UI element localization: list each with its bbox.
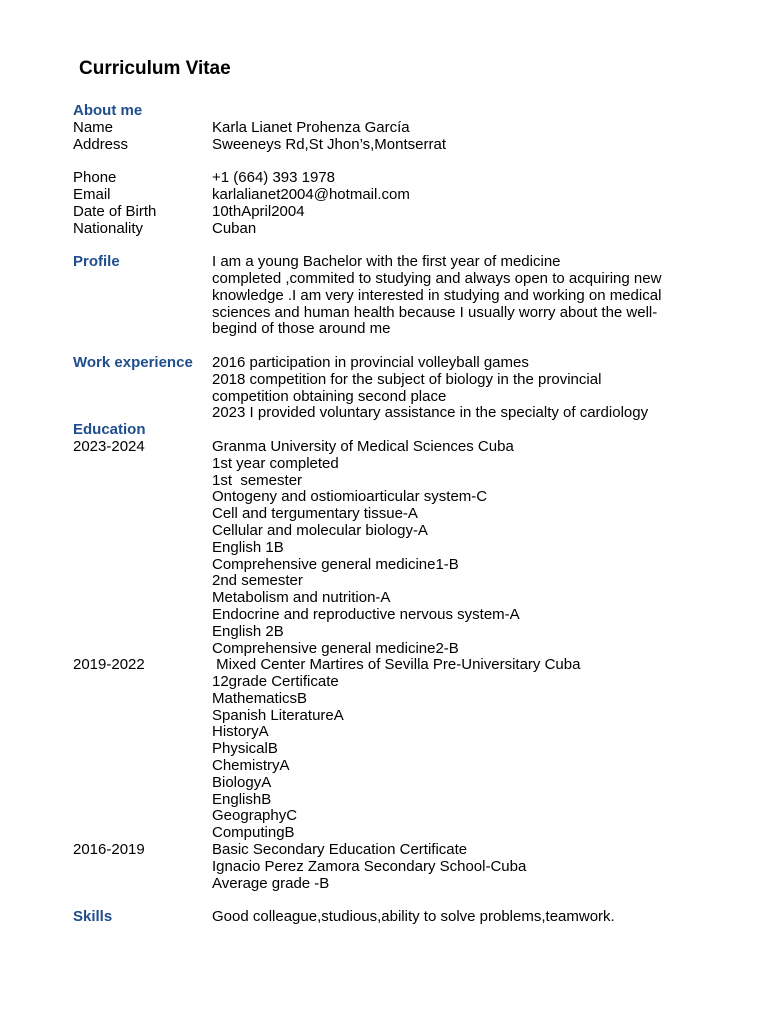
work-experience-item: 2016 participation in provincial volleyball games xyxy=(212,353,529,371)
education-details xyxy=(212,657,693,842)
education-line: English 2B xyxy=(212,622,284,640)
education-line: Granma University of Medical Sciences Cuba xyxy=(212,437,514,455)
spacer xyxy=(73,237,693,254)
education-heading-row xyxy=(73,422,693,439)
profile-line: I am a young Bachelor with the first year of medicine xyxy=(212,253,561,271)
education-line: PhysicalB xyxy=(212,740,278,758)
work-experience-item: 2023 I provided voluntary assistance in the specialty of cardiology xyxy=(212,404,649,422)
education-line: MathematicsB xyxy=(212,689,308,707)
about-me-heading: About me xyxy=(73,102,143,119)
name-label: Name xyxy=(73,118,114,136)
phone-row xyxy=(73,170,693,187)
education-entry xyxy=(73,439,693,657)
profile-line: sciences and human health because I usually worry about the well- xyxy=(212,303,658,321)
address-row xyxy=(73,137,693,154)
email-value: karlalianet2004@hotmail.com xyxy=(212,185,410,203)
education-years: 2016-2019 xyxy=(73,841,145,859)
address-label: Address xyxy=(73,135,129,153)
spacer xyxy=(73,338,693,355)
profile-heading: Profile xyxy=(73,253,120,271)
skills-section xyxy=(73,909,693,926)
education-line: BiologyA xyxy=(212,773,272,791)
work-experience-item: competition obtaining second place xyxy=(212,387,447,405)
document-title: Curriculum Vitae xyxy=(79,58,231,79)
education-years: 2019-2022 xyxy=(73,656,145,674)
address-value: Sweeneys Rd,St Jhon’s,Montserrat xyxy=(212,135,447,153)
nationality-row xyxy=(73,221,693,238)
education-entry xyxy=(73,842,693,892)
education-line: Cell and tergumentary tissue-A xyxy=(212,505,418,523)
education-line: Basic Secondary Education Certificate xyxy=(212,841,468,859)
email-label: Email xyxy=(73,185,111,203)
education-details xyxy=(212,842,693,892)
name-value: Karla Lianet Prohenza García xyxy=(212,118,410,136)
education-line: 1st year completed xyxy=(212,454,339,472)
nationality-label: Nationality xyxy=(73,219,144,237)
education-line: Metabolism and nutrition-A xyxy=(212,589,391,607)
education-line: English 1B xyxy=(212,538,284,556)
spacer xyxy=(73,153,693,170)
education-line: 1st semester xyxy=(212,471,303,489)
education-line: HistoryA xyxy=(212,723,269,741)
email-row xyxy=(73,187,693,204)
education-line: 2nd semester xyxy=(212,572,303,590)
education-line: GeographyC xyxy=(212,807,298,825)
education-heading: Education xyxy=(73,421,146,439)
profile-line: knowledge .I am very interested in studying and working on medical xyxy=(212,286,662,304)
education-line: Comprehensive general medicine2-B xyxy=(212,639,459,657)
education-line: ComputingB xyxy=(212,824,295,842)
skills-heading: Skills xyxy=(73,908,113,926)
education-line: Cellular and molecular biology-A xyxy=(212,521,428,539)
profile-text xyxy=(212,254,693,338)
profile-line: completed ,commited to studying and always open to acquiring new xyxy=(212,269,662,287)
education-line: Ignacio Perez Zamora Secondary School-Cuba xyxy=(212,857,527,875)
education-line: 12grade Certificate xyxy=(212,673,339,691)
about-me-heading-row xyxy=(73,103,693,120)
phone-value: +1 (664) 393 1978 xyxy=(212,169,336,187)
dob-value: 10thApril2004 xyxy=(212,202,305,220)
skills-text: Good colleague,studious,ability to solve problems,teamwork. xyxy=(212,908,615,926)
nationality-value: Cuban xyxy=(212,219,257,237)
education-line: Comprehensive general medicine1-B xyxy=(212,555,459,573)
education-line: ChemistryA xyxy=(212,757,290,775)
education-line: EnglishB xyxy=(212,790,272,808)
education-details xyxy=(212,439,693,657)
education-line: Ontogeny and ostiomioarticular system-C xyxy=(212,488,488,506)
dob-label: Date of Birth xyxy=(73,202,157,220)
education-line: Mixed Center Martires of Sevilla Pre-Universitary Cuba xyxy=(212,656,581,674)
profile-section xyxy=(73,254,693,338)
work-experience-item: 2018 competition for the subject of biology in the provincial xyxy=(212,370,602,388)
education-years: 2023-2024 xyxy=(73,437,145,455)
dob-row xyxy=(73,204,693,221)
education-entry xyxy=(73,657,693,842)
cv-body xyxy=(73,103,693,926)
name-row xyxy=(73,120,693,137)
education-line: Endocrine and reproductive nervous system-A xyxy=(212,605,520,623)
profile-line: begind of those around me xyxy=(212,320,391,338)
education-line: Spanish LiteratureA xyxy=(212,706,344,724)
phone-label: Phone xyxy=(73,169,117,187)
work-experience-section xyxy=(73,355,693,422)
work-experience-list xyxy=(212,355,693,422)
spacer xyxy=(73,892,693,909)
work-experience-heading: Work experience xyxy=(73,353,193,371)
education-line: Average grade -B xyxy=(212,874,330,892)
